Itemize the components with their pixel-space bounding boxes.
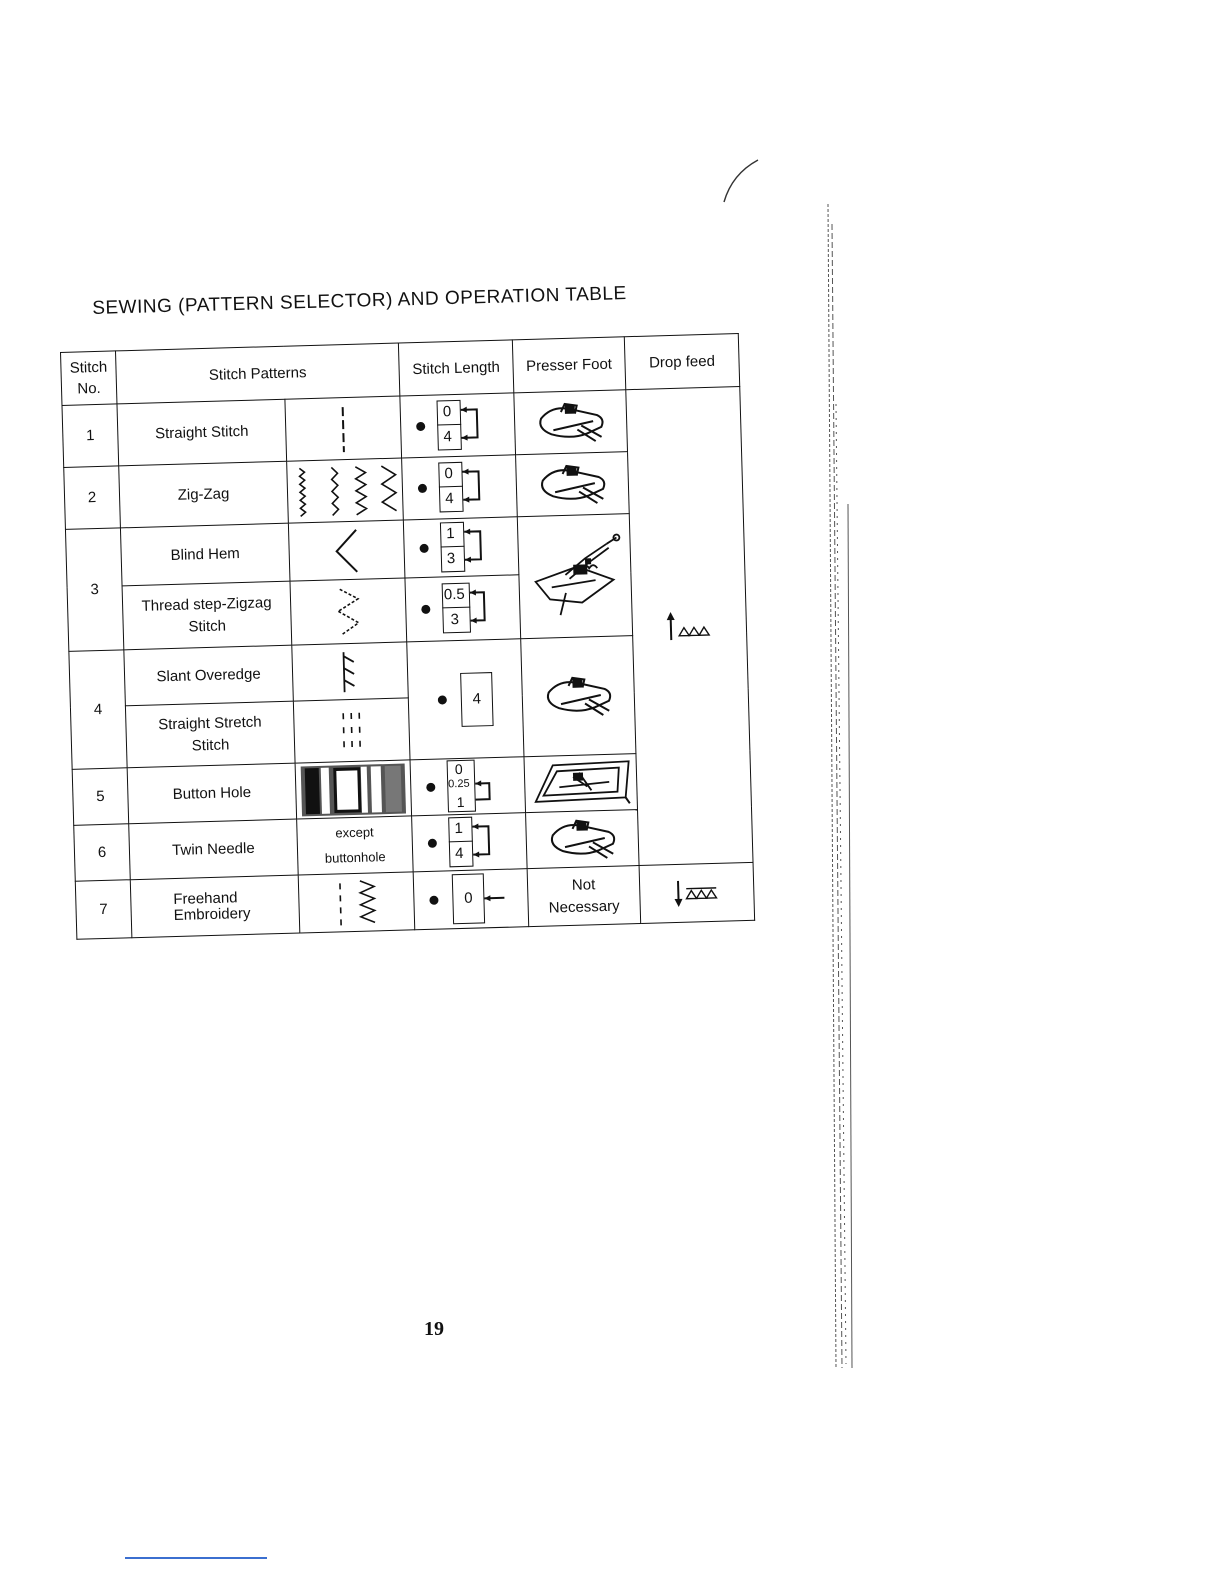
stitch-name: Twin Needle [129,819,298,880]
header-stitch-patterns: Stitch Patterns [115,343,399,404]
stitch-name: Button Hole [127,763,296,824]
thread-step-zigzag-pattern-icon [290,578,407,645]
length-dial-icon: 0 4 [438,460,501,514]
page-number: 19 [424,1318,444,1340]
straight-stretch-pattern-icon [293,698,410,763]
selector-dot-icon [416,422,425,431]
stitch-length-cell [403,517,519,578]
selector-dot-icon [428,839,437,848]
twin-needle-note: except buttonhole [297,816,414,875]
length-dial-icon: 0 [452,872,513,926]
header-presser-foot: Presser Foot [512,337,625,393]
stitch-name: Freehand Embroidery [130,875,300,938]
stitch-number: 3 [65,528,123,651]
page-edge-shadow [822,204,856,1368]
length-dial-icon: 0 4 [436,398,499,452]
stitch-length-cell [405,575,521,642]
button-hole-pattern-icon [295,760,412,819]
stitch-number: 2 [64,466,121,530]
stitch-name: Straight Stitch [117,399,287,466]
page-title: SEWING (PATTERN SELECTOR) AND OPERATION TABLE [92,283,627,319]
operation-table-wrap [60,333,755,940]
stitch-length-cell [413,869,529,930]
selector-dot-icon [418,484,427,493]
stitch-number: 7 [75,880,132,940]
presser-foot-icon [516,452,630,517]
feed-dog-up-icon [664,610,715,641]
stitch-number: 4 [69,650,127,769]
length-dial-icon: 4 [460,672,493,727]
buttonhole-foot-icon [524,754,638,813]
presser-foot-icon [514,390,628,455]
selector-dot-icon [429,896,438,905]
slant-overedge-pattern-icon [292,642,409,701]
foot-not-necessary: Not Necessary [527,866,641,927]
selector-dot-icon [420,544,429,553]
stitch-name: Slant Overedge [124,645,293,706]
header-drop-feed: Drop feed [624,334,739,390]
stitch-length-cell [407,639,524,760]
stitch-name: Straight Stretch Stitch [125,701,295,768]
stitch-name: Zig-Zag [119,461,289,528]
length-dial-icon: 0 0.25 1 [447,758,510,814]
straight-stitch-pattern-icon [285,396,402,461]
drop-feed-up-cell [626,387,753,866]
header-stitch-no: Stitch No. [61,351,117,406]
presser-foot-icon [521,636,636,757]
pen-mark-icon [718,158,762,206]
selector-dot-icon [426,783,435,792]
stitch-length-cell [412,813,528,872]
drop-feed-down-cell [639,862,755,923]
stitch-length-cell [400,393,516,458]
operation-table [60,333,755,940]
stitch-length-cell [402,455,518,520]
stitch-length-cell [410,757,526,816]
stitch-number: 6 [74,824,131,882]
feed-dog-down-icon [671,877,722,908]
zigzag-pattern-icon [287,458,404,523]
stitch-name: Blind Hem [120,523,290,586]
selector-dot-icon [421,605,430,614]
presser-foot-icon [526,810,640,869]
stitch-number: 1 [62,404,119,468]
blind-hem-pattern-icon [288,520,405,581]
blue-underline-mark [125,1557,267,1559]
selector-dot-icon [438,695,447,704]
header-stitch-length: Stitch Length [398,340,513,396]
stitch-name: Thread step-Zigzag Stitch [122,581,292,650]
stitch-number: 5 [72,768,129,826]
length-dial-icon: 1 4 [448,815,511,869]
length-dial-icon: 1 3 [440,520,503,574]
length-dial-icon: 0.5 3 [442,581,505,635]
blind-hem-foot-icon [517,514,632,639]
freehand-embroidery-pattern-icon [298,872,415,933]
